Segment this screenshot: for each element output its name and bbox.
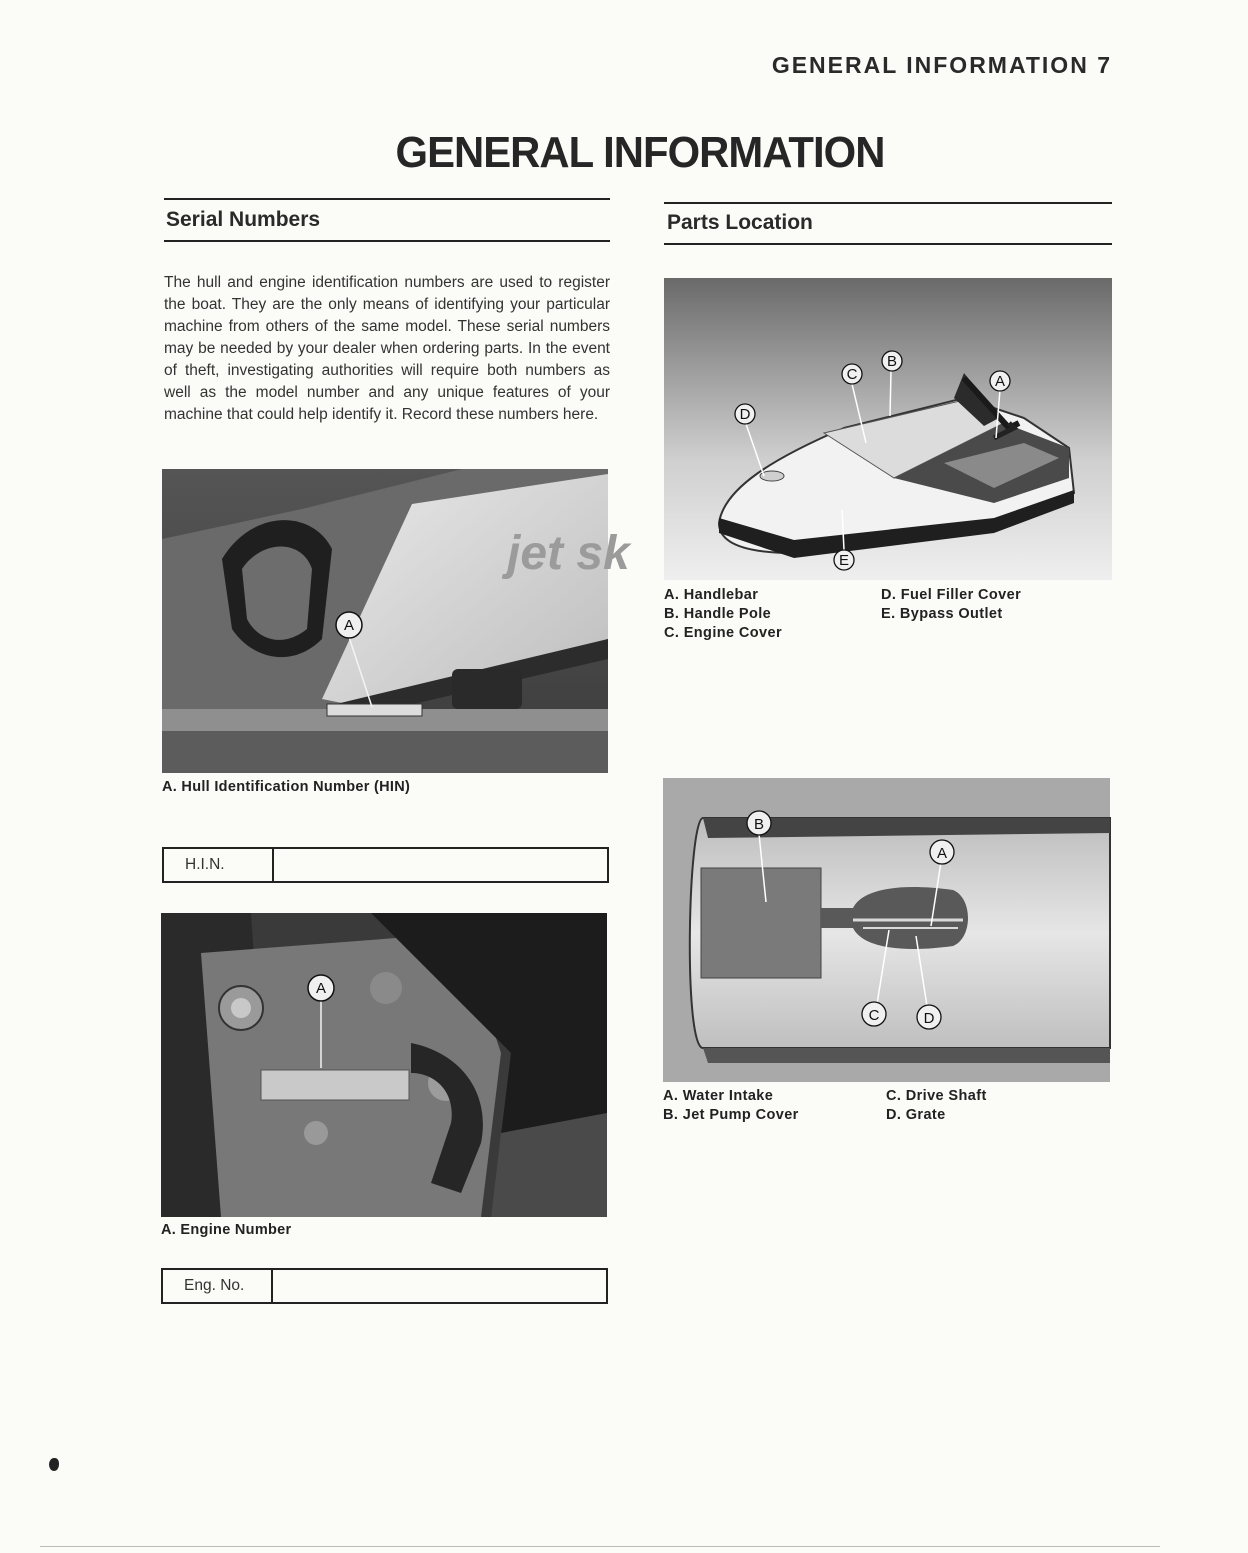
- parts-legend-bottom-left: [663, 1087, 799, 1125]
- legend-item: D. Fuel Filler Cover: [881, 587, 1022, 603]
- hin-label: H.I.N.: [164, 849, 274, 881]
- engine-number-caption: A. Engine Number: [161, 1222, 292, 1238]
- hull-id-photo: [162, 469, 630, 773]
- eng-no-record-box: [161, 1268, 608, 1304]
- legend-item: B. Handle Pole: [664, 606, 772, 622]
- section-heading-serial-numbers: Serial Numbers: [166, 208, 321, 231]
- hin-record-box: [162, 847, 609, 883]
- legend-item: A. Handlebar: [664, 587, 759, 603]
- legend-item: E. Bypass Outlet: [881, 606, 1003, 622]
- legend-item: C. Engine Cover: [664, 625, 782, 641]
- parts-legend-top-right: [881, 586, 1021, 624]
- serial-numbers-paragraph: The hull and engine identification numbers are used to register the boat. They are the only means of identifying your particular machine from others of the same model. These serial numbers may be needed by your dealer when ordering parts. In the event of theft, investigating authorities will require both numbers as well as the model number and any unique features of your machine that could help identify it. Record these numbers here.: [164, 274, 610, 423]
- legend-item: D. Grate: [886, 1107, 946, 1123]
- parts-callout-c-label: C: [846, 366, 858, 383]
- page-bottom-edge: [40, 1546, 1160, 1547]
- page-title: GENERAL INFORMATION: [395, 128, 885, 177]
- hin-input[interactable]: [274, 849, 607, 881]
- section-rule-top-left: [164, 198, 610, 200]
- callout-a-label: A: [343, 617, 355, 634]
- underside-callout-c-label: C: [868, 1007, 880, 1024]
- parts-legend-top-left: [664, 586, 782, 643]
- eng-no-label: Eng. No.: [163, 1270, 273, 1302]
- jet-ski-logo: jet sk: [507, 527, 630, 580]
- section-heading-parts-location: Parts Location: [667, 211, 813, 234]
- hull-id-caption: A. Hull Identification Number (HIN): [162, 779, 411, 795]
- parts-callout-e-label: E: [838, 552, 850, 569]
- underside-callout-a-label: A: [936, 845, 948, 862]
- parts-location-side-photo: [664, 278, 1112, 580]
- section-rule-bottom-right: [664, 243, 1112, 245]
- parts-location-underside-photo: [663, 778, 1110, 1082]
- eng-no-input[interactable]: [273, 1270, 606, 1302]
- parts-legend-bottom-right: [886, 1087, 987, 1125]
- parts-callout-b-label: B: [886, 353, 898, 370]
- section-rule-top-right: [664, 202, 1112, 204]
- engine-callout-a-label: A: [315, 980, 327, 997]
- parts-callout-d-label: D: [739, 406, 751, 423]
- running-header: GENERAL INFORMATION 7: [771, 52, 1112, 78]
- underside-callout-d-label: D: [923, 1010, 935, 1027]
- underside-callout-b-label: B: [753, 816, 765, 833]
- legend-item: A. Water Intake: [663, 1088, 774, 1104]
- engine-number-photo: [161, 913, 607, 1217]
- section-rule-bottom-left: [164, 240, 610, 242]
- legend-item: B. Jet Pump Cover: [663, 1107, 799, 1123]
- legend-item: C. Drive Shaft: [886, 1088, 987, 1104]
- scan-speck: [49, 1458, 59, 1471]
- parts-callout-a-label: A: [994, 373, 1006, 390]
